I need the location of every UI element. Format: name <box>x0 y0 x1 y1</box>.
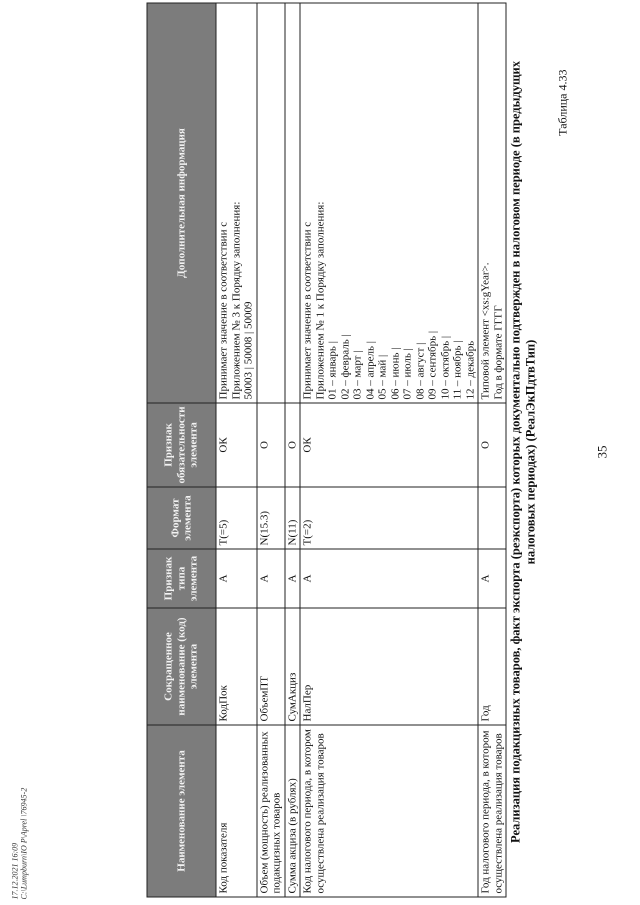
table-title <box>509 60 539 845</box>
print-footer <box>11 788 29 900</box>
table-row <box>285 3 301 897</box>
info-line: 12 – декабрь <box>464 340 476 400</box>
table-row <box>257 3 285 897</box>
info-line: 07 – июль | <box>401 348 414 400</box>
info-line: Приложением № 3 к Порядку заполнения: <box>230 201 242 400</box>
title-line-1: Реализация подакцизных товаров, факт экспорта (реэкспорта) которых документально подтвержден в налоговом периоде (в предыдущих <box>508 61 523 843</box>
table-row <box>216 3 257 897</box>
table-row <box>300 3 478 897</box>
header-format: Формат элемента <box>147 487 216 549</box>
info-line: Принимает значение в соответствии с <box>301 221 314 400</box>
cell-name: Объем (мощность) реализованных подакцизных товаров <box>257 725 285 897</box>
rotated-content <box>1 0 640 905</box>
cell-type: А <box>257 549 285 608</box>
cell-code: НалПер <box>300 608 478 725</box>
cell-type: А <box>285 549 301 608</box>
info-line: Принимает значение в соответствии с <box>217 221 230 400</box>
cell-info <box>257 3 285 403</box>
cell-required: ОК <box>216 403 257 487</box>
table-row <box>478 3 506 897</box>
info-line: Приложением № 1 к Порядку заполнения: <box>314 201 326 400</box>
cell-code: Год <box>478 608 506 725</box>
cell-name: Сумма акциза (в рублях) <box>285 725 301 897</box>
info-line: 09 – сентябрь | <box>426 330 439 400</box>
info-line: 50003 | 50008 | 50009 <box>242 301 255 400</box>
cell-required: ОК <box>300 403 478 487</box>
info-line: Типовой элемент <xs:gYear>. <box>479 262 492 400</box>
info-line: 05 – май | <box>376 354 389 400</box>
table-number: Таблица 4.33 <box>555 69 570 136</box>
cell-name: Год налогового периода, в котором осуществлена реализация товаров <box>478 725 506 897</box>
header-type: Признак типа элемента <box>147 549 216 608</box>
info-line: 01 – январь | <box>326 341 339 400</box>
info-line: 11 – ноябрь | <box>451 340 464 400</box>
cell-required: О <box>478 403 506 487</box>
title-line-2: налоговых периодах) (РеалЭкПдтвТип) <box>523 339 538 565</box>
page-number: 35 <box>594 445 610 459</box>
cell-name: Код показателя <box>216 725 257 897</box>
cell-info <box>300 3 478 403</box>
header-info: Дополнительная информация <box>147 3 216 403</box>
cell-format: N(11) <box>285 487 301 549</box>
info-line: 06 – июнь | <box>389 347 401 400</box>
footer-line: C:\Lumpburn\IO P\Aprel \76945-2 <box>19 787 29 900</box>
footer-line: 17.12.2021 16:09 <box>10 842 20 900</box>
cell-required: О <box>257 403 285 487</box>
cell-required: О <box>285 403 301 487</box>
cell-format: T(=2) <box>300 487 478 549</box>
cell-type: А <box>300 549 478 608</box>
info-line: 03 – март | <box>351 350 364 400</box>
cell-format: N(15.3) <box>257 487 285 549</box>
cell-name: Код налогового периода, в котором осуществлена реализация товаров <box>300 725 478 897</box>
cell-info <box>478 3 506 403</box>
info-line: 10 – октябрь | <box>439 335 451 400</box>
cell-code: СумАкциз <box>285 608 301 725</box>
cell-type: А <box>478 549 506 608</box>
header-required: Признак обязательности элемента <box>147 403 216 487</box>
cell-info <box>285 3 301 403</box>
cell-code: КодПок <box>216 608 257 725</box>
info-line: 02 – февраль | <box>339 334 351 400</box>
header-name: Наименование элемента <box>147 725 216 897</box>
info-line: Год в формате ГГГГ <box>492 305 504 400</box>
cell-info <box>216 3 257 403</box>
info-line: 08 – август | <box>414 342 426 400</box>
cell-type: А <box>216 549 257 608</box>
table-header-row <box>147 3 216 897</box>
cell-format: T(=5) <box>216 487 257 549</box>
cell-format <box>478 487 506 549</box>
header-code: Сокращенное наименование (код) элемента <box>147 608 216 725</box>
info-line: 04 – апрель | <box>364 340 376 400</box>
cell-code: ОбъемПТ <box>257 608 285 725</box>
elements-table <box>147 3 507 898</box>
